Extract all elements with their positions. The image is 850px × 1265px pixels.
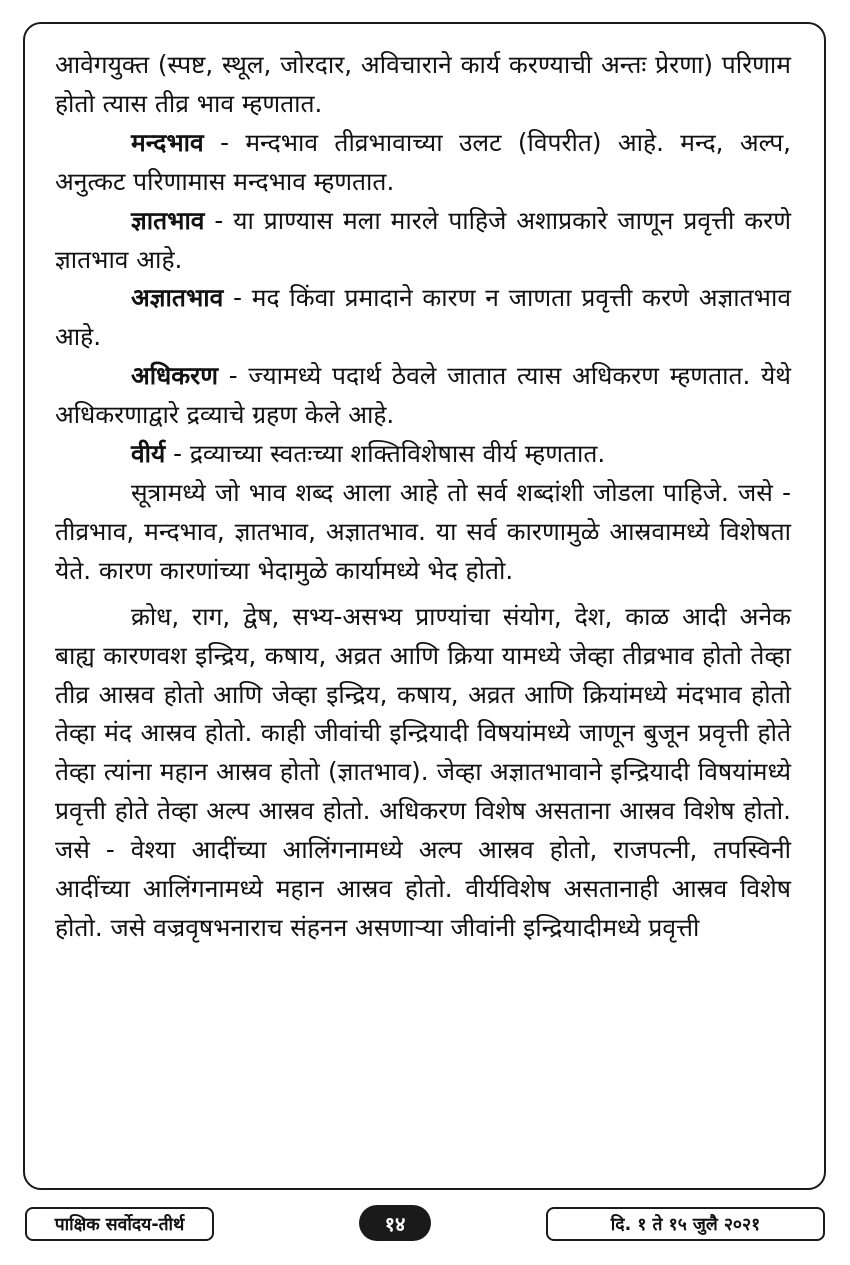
page-number: १४	[359, 1205, 431, 1241]
definition-adhikaran: - ज्यामध्ये पदार्थ ठेवले जातात त्यास अधिकरण म्हणतात. येथे अधिकरणाद्वारे द्रव्याचे ग्रहण केले आहे.	[55, 361, 791, 430]
term-adhikaran: अधिकरण	[131, 361, 219, 391]
term-mandbhav: मन्दभाव	[131, 127, 204, 157]
definition-gyatbhav: - या प्राण्यास मला मारले पाहिजे अशाप्रकारे जाणून प्रवृत्ती करणे ज्ञातभाव आहे.	[55, 205, 791, 274]
definition-agyatbhav: - मद किंवा प्रमादाने कारण न जाणता प्रवृत्ती करणे अज्ञातभाव आहे.	[55, 283, 791, 352]
paragraph-gyatbhav	[55, 202, 791, 280]
paragraph-virya	[55, 435, 791, 474]
term-gyatbhav: ज्ञातभाव	[131, 205, 205, 235]
paragraph-mandbhav	[55, 124, 791, 202]
definition-mandbhav: - मन्दभाव तीव्रभावाच्या उलट (विपरीत) आहे. मन्द, अल्प, अनुत्कट परिणामास मन्दभाव म्हणतात.	[55, 127, 791, 196]
paragraph-tivra-bhav: आवेगयुक्त (स्पष्ट, स्थूल, जोरदार, अविचाराने कार्य करण्याची अन्तः प्रेरणा) परिणाम होतो त्यास तीव्र भाव म्हणतात.	[55, 50, 791, 118]
paragraph-adhikaran	[55, 357, 791, 435]
term-virya: वीर्य	[131, 439, 166, 469]
publication-name: पाक्षिक सर्वोदय-तीर्थ	[25, 1207, 214, 1241]
paragraph-krodh: क्रोध, राग, द्वेष, सभ्य-असभ्य प्राण्यांचा संयोग, देश, काळ आदी अनेक बाह्य कारणवश इन्द्रिय, कषाय, अव्रत आणि क्रिया यामध्ये जेव्हा तीव्रभाव होतो तेव्हा तीव्र आस्रव होतो आणि जेव्हा इन्द्रिय, कषाय, अव्रत आणि क्रियांमध्ये मंदभाव होतो तेव्हा मंद आस्रव होतो. काही जीवांची इन्द्रियादी विषयांमध्ये जाणून बुजून प्रवृत्ती होते तेव्हा त्यांना महान आस्रव होतो (ज्ञातभाव). जेव्हा अज्ञातभावाने इन्द्रियादी विषयांमध्ये प्रवृत्ती होते तेव्हा अल्प आस्रव होतो. अधिकरण विशेष असताना आस्रव विशेष होतो. जसे - वेश्या आदींच्या आलिंगनामध्ये अल्प आस्रव होतो, राजपत्नी, तपस्विनी आदींच्या आलिंगनामध्ये महान आस्रव होतो. वीर्यविशेष असतानाही आस्रव विशेष होतो. जसे वज्रवृषभनाराच संहनन असणाऱ्या जीवांनी इन्द्रियादीमध्ये प्रवृत्ती	[55, 601, 791, 942]
term-agyatbhav: अज्ञातभाव	[131, 283, 224, 313]
paragraph-agyatbhav	[55, 279, 791, 357]
issue-date: दि. १ ते १५ जुलै २०२१	[546, 1207, 825, 1241]
definition-virya: - द्रव्याच्या स्वतःच्या शक्तिविशेषास वीर्य म्हणतात.	[165, 439, 606, 469]
paragraph-sutra: सूत्रामध्ये जो भाव शब्द आला आहे तो सर्व शब्दांशी जोडला पाहिजे. जसे - तीव्रभाव, मन्दभाव, ज्ञातभाव, अज्ञातभाव. या सर्व कारणामुळे आस्रवामध्ये विशेषता येते. कारण कारणांच्या भेदामुळे कार्यामध्ये भेद होतो.	[55, 477, 791, 585]
page-body	[55, 46, 791, 948]
